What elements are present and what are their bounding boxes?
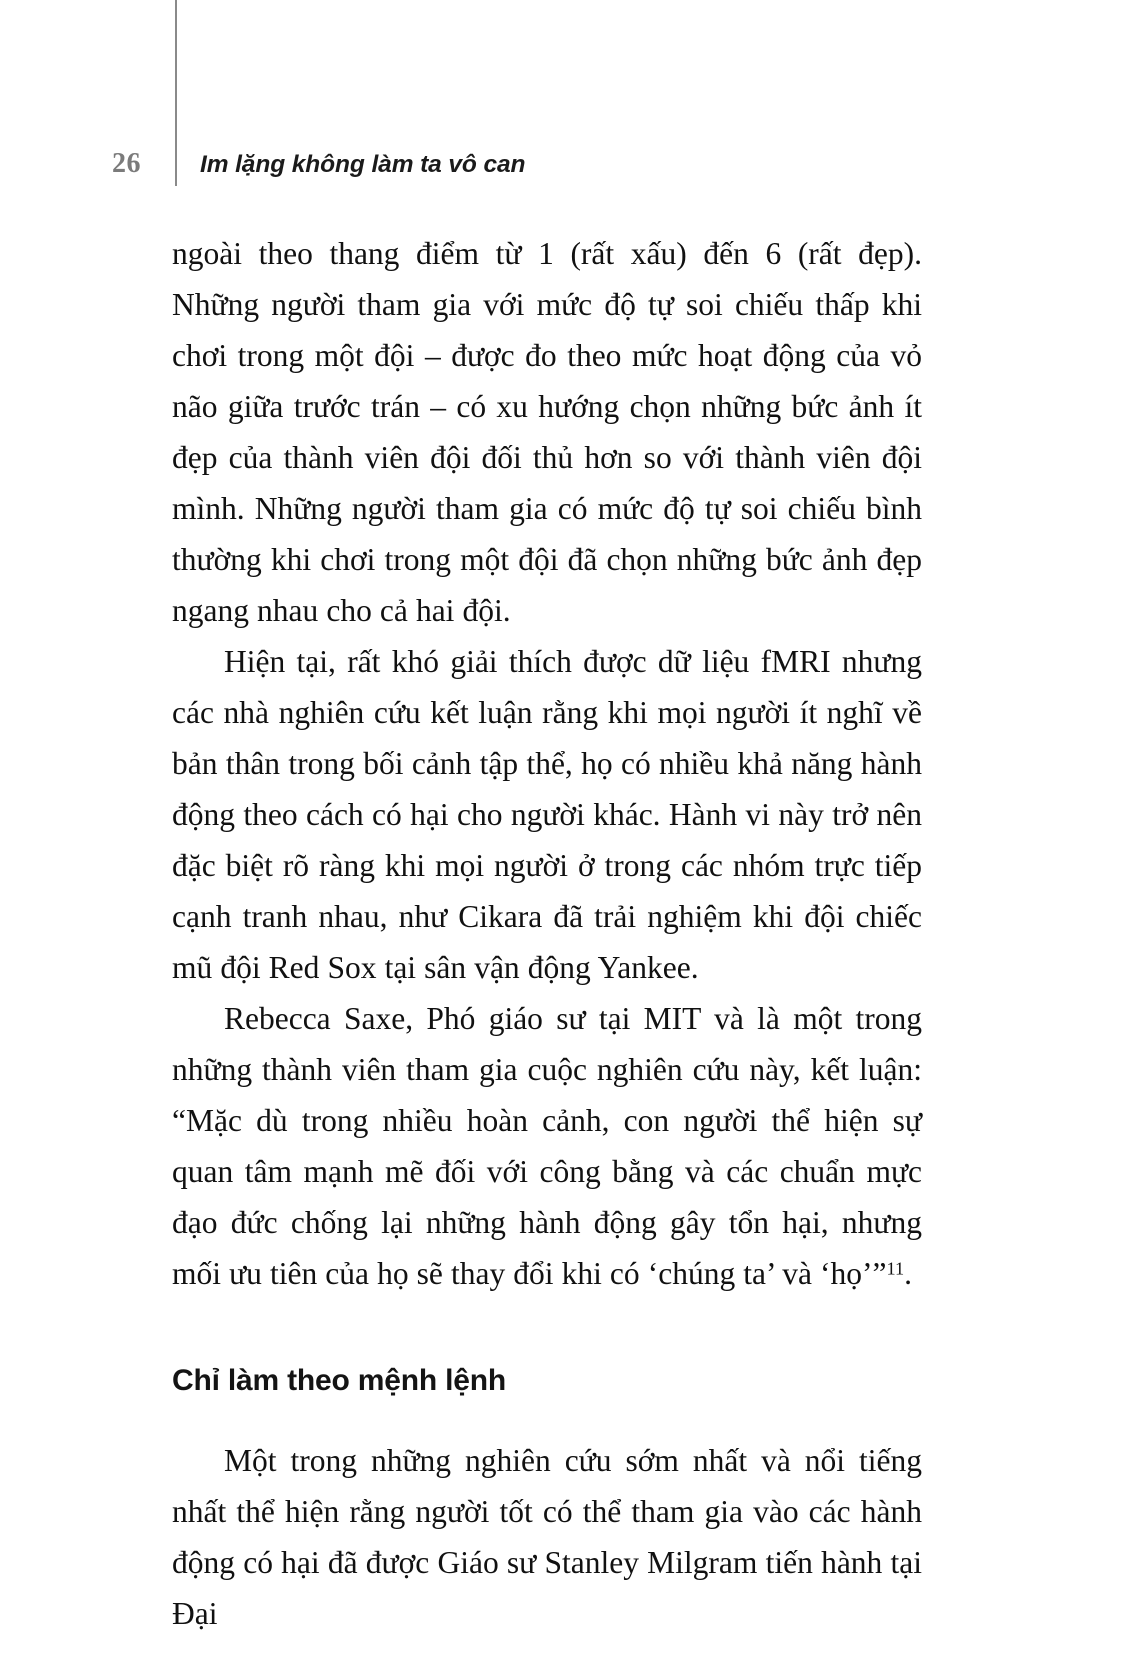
page-number: 26 — [112, 148, 141, 179]
paragraph-4: Một trong những nghiên cứu sớm nhất và nổi tiếng nhất thể hiện rằng người tốt có thể tham gia vào các hành động có hại đã được Giáo sư Stanley Milgram tiến hành tại Đại — [172, 1443, 922, 1631]
paragraph-3-terminator: . — [904, 1256, 912, 1291]
heading-spacer-below — [172, 1401, 922, 1435]
running-head-title: Im lặng không làm ta vô can — [200, 151, 526, 178]
section-heading: Chỉ làm theo mệnh lệnh — [172, 1364, 506, 1397]
header-divider-rule — [175, 0, 177, 186]
heading-spacer-above — [172, 1299, 922, 1361]
text-column — [172, 228, 922, 1639]
paragraph-2: Hiện tại, rất khó giải thích được dữ liệu fMRI nhưng các nhà nghiên cứu kết luận rằng khi mọi người ít nghĩ về bản thân trong bối cảnh tập thể, họ có nhiều khả năng hành động theo cách có hại cho người khác. Hành vi này trở nên đặc biệt rõ ràng khi mọi người ở trong các nhóm trực tiếp cạnh tranh nhau, như Cikara đã trải nghiệm khi đội chiếc mũ đội Red Sox tại sân vận động Yankee. — [172, 644, 922, 985]
paragraph-3-text: Rebecca Saxe, Phó giáo sư tại MIT và là một trong những thành viên tham gia cuộc nghiên cứu này, kết luận: “Mặc dù trong nhiều hoàn cảnh, con người thể hiện sự quan tâm mạnh mẽ đối với công bằng và các chuẩn mực đạo đức chống lại những hành động gây tổn hại, nhưng mối ưu tiên của họ sẽ thay đổi khi có ‘chúng ta’ và ‘họ’” — [172, 1001, 922, 1291]
footnote-marker-11[interactable]: 11 — [886, 1258, 905, 1279]
paragraph-3 — [172, 993, 922, 1299]
paragraph-1: ngoài theo thang điểm từ 1 (rất xấu) đến 6 (rất đẹp). Những người tham gia với mức độ tự soi chiếu thấp khi chơi trong một đội – được đo theo mức hoạt động của vỏ não giữa trước trán – có xu hướng chọn những bức ảnh ít đẹp của thành viên đội đối thủ hơn so với thành viên đội mình. Những người tham gia có mức độ tự soi chiếu bình thường khi chơi trong một đội đã chọn những bức ảnh đẹp ngang nhau cho cả hai đội. — [172, 236, 922, 628]
